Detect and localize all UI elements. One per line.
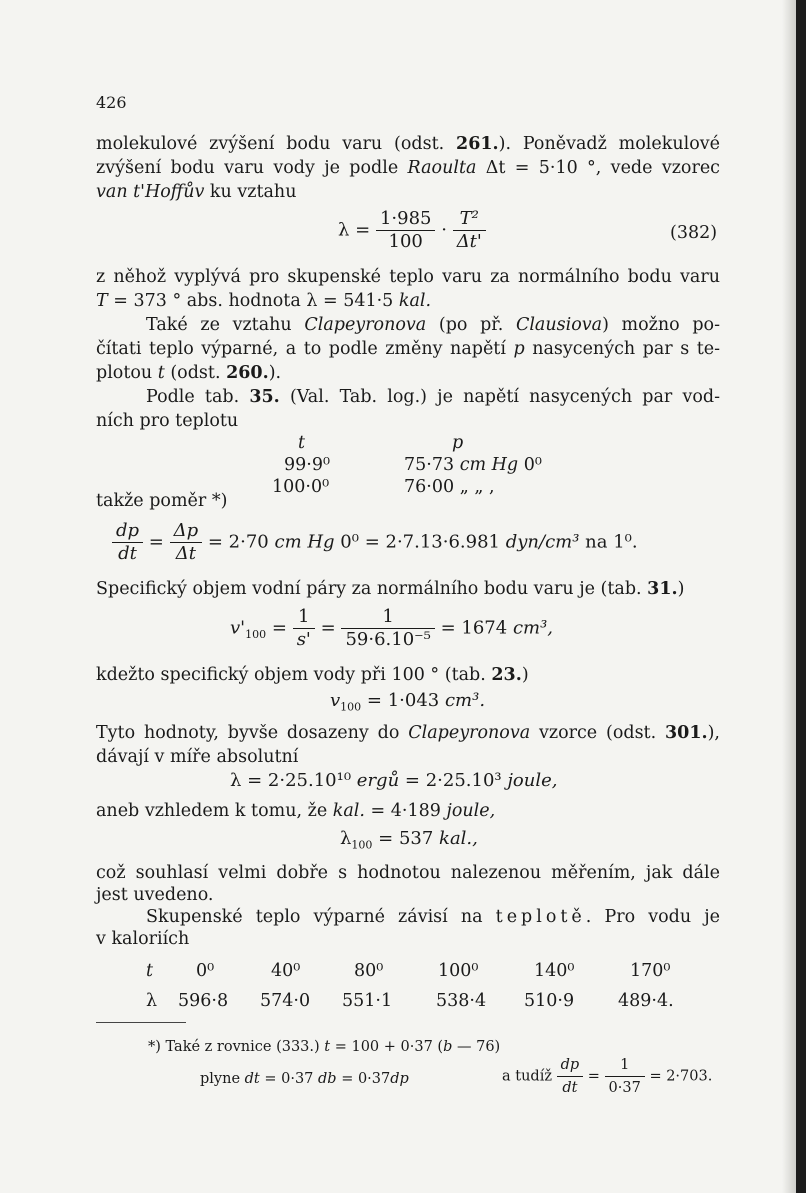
paragraph-line: z něhož vyplývá pro skupenské teplo varu za normálního bodu varu bbox=[96, 267, 720, 287]
footnote-separator bbox=[96, 1022, 186, 1023]
table-cell: 100·0⁰ bbox=[272, 477, 330, 497]
paragraph-line: ních pro teplotu bbox=[96, 411, 239, 431]
page-number: 426 bbox=[96, 93, 127, 112]
heat-table-cell: 489·4. bbox=[618, 991, 674, 1011]
paragraph-line: jest uvedeno. bbox=[96, 885, 214, 905]
paragraph-line: takže poměr *) bbox=[96, 491, 228, 511]
page-shadow bbox=[782, 0, 796, 1193]
paragraph-line: plotou t (odst. 260.). bbox=[96, 363, 282, 383]
page-edge bbox=[796, 0, 806, 1193]
equation-number: (382) bbox=[670, 223, 718, 243]
heat-table-cell: 140⁰ bbox=[534, 961, 575, 981]
heat-table-label-lambda: λ bbox=[146, 991, 158, 1011]
paragraph-line: van t'Hoffův ku vztahu bbox=[96, 182, 297, 202]
paragraph-line: Podle tab. 35. (Val. Tab. log.) je napětí nasycených par vod- bbox=[146, 387, 720, 407]
table-header-t: t bbox=[298, 433, 306, 453]
equation-ratio: $\frac{dp}{dt}$ = $\frac{\Delta p}{\Delta t}$ = 2·70 cm Hg 0⁰ = 2·7.13·6.981 dyn/cm³ na 1⁰. bbox=[112, 520, 638, 565]
footnote-line: plyne dt = 0·37 db = 0·37dp bbox=[200, 1071, 409, 1087]
footnote-equation: a tudíž $\frac{dp}{dt}$ = $\frac{1}{0\cdot 37}$ = 2·703. bbox=[502, 1054, 712, 1099]
paragraph-line: molekulové zvýšení bodu varu (odst. 261.). Poněvadž molekulové bbox=[96, 134, 721, 154]
footnote-line: *) Také z rovnice (333.) t = 100 + 0·37 (b — 76) bbox=[148, 1039, 501, 1055]
heat-table-cell: 538·4 bbox=[436, 991, 487, 1011]
paragraph-line: T = 373 ° abs. hodnota λ = 541·5 kal. bbox=[96, 291, 432, 311]
paragraph-line: Tyto hodnoty, byvše dosazeny do Clapeyronova vzorce (odst. 301.), bbox=[96, 723, 720, 743]
paragraph-line: Specifický objem vodní páry za normálního bodu varu je (tab. 31.) bbox=[96, 579, 685, 599]
table-cell: 75·73 cm Hg 0⁰ bbox=[404, 455, 542, 475]
table-cell: 76·00 „ „ , bbox=[404, 477, 495, 497]
heat-table-cell: 40⁰ bbox=[271, 961, 301, 981]
table-header-p: p bbox=[452, 433, 464, 453]
equation-382: λ = $\frac{1\cdot 985}{100}$ · $\frac{\text{T²}}{\Delta t'}$ bbox=[338, 208, 486, 253]
heat-table-cell: 80⁰ bbox=[354, 961, 384, 981]
heat-table-cell: 100⁰ bbox=[438, 961, 479, 981]
table-cell: 99·9⁰ bbox=[284, 455, 330, 475]
heat-table-cell: 596·8 bbox=[178, 991, 229, 1011]
paragraph-line: což souhlasí velmi dobře s hodnotou nalezenou měřením, jak dále bbox=[96, 863, 720, 883]
paragraph-line: v kaloriích bbox=[96, 929, 190, 949]
heat-table-cell: 574·0 bbox=[260, 991, 311, 1011]
paragraph-line: zvýšení bodu varu vody je podle Raoulta Δt = 5·10 °, vede vzorec bbox=[96, 158, 720, 178]
equation-specific-volume-water: $v_{100} = 1\cdot 043$ cm³. bbox=[330, 690, 486, 714]
paragraph-line: aneb vzhledem k tomu, že kal. = 4·189 joule, bbox=[96, 801, 496, 821]
equation-specific-volume-steam: $v'_{100}$ = $\frac{1}{s'}$ = $\frac{1}{\text{59·6.10⁻⁵}}$ = 1674 cm³, bbox=[230, 606, 554, 650]
paragraph-line: čítati teplo výparné, a to podle změny napětí p nasycených par s te- bbox=[96, 339, 720, 359]
heat-table-cell: 551·1 bbox=[342, 991, 393, 1011]
heat-table-cell: 510·9 bbox=[524, 991, 575, 1011]
paragraph-line: Skupenské teplo výparné závisí na teplotě. Pro vodu je bbox=[146, 907, 721, 927]
paragraph-line: dávají v míře absolutní bbox=[96, 747, 299, 767]
heat-table-cell: 170⁰ bbox=[630, 961, 671, 981]
paragraph-line: Také ze vztahu Clapeyronova (po př. Clausiova) možno po- bbox=[146, 315, 720, 335]
heat-table-cell: 0⁰ bbox=[196, 961, 215, 981]
heat-table-label-t: t bbox=[146, 961, 154, 981]
paragraph-line: kdežto specifický objem vody při 100 ° (tab. 23.) bbox=[96, 665, 529, 685]
equation-lambda-100: $\lambda_{100} = 537$ kal., bbox=[340, 828, 478, 852]
equation-lambda-absolute: λ = 2·25.10¹⁰ ergů = 2·25.10³ joule, bbox=[230, 770, 558, 791]
